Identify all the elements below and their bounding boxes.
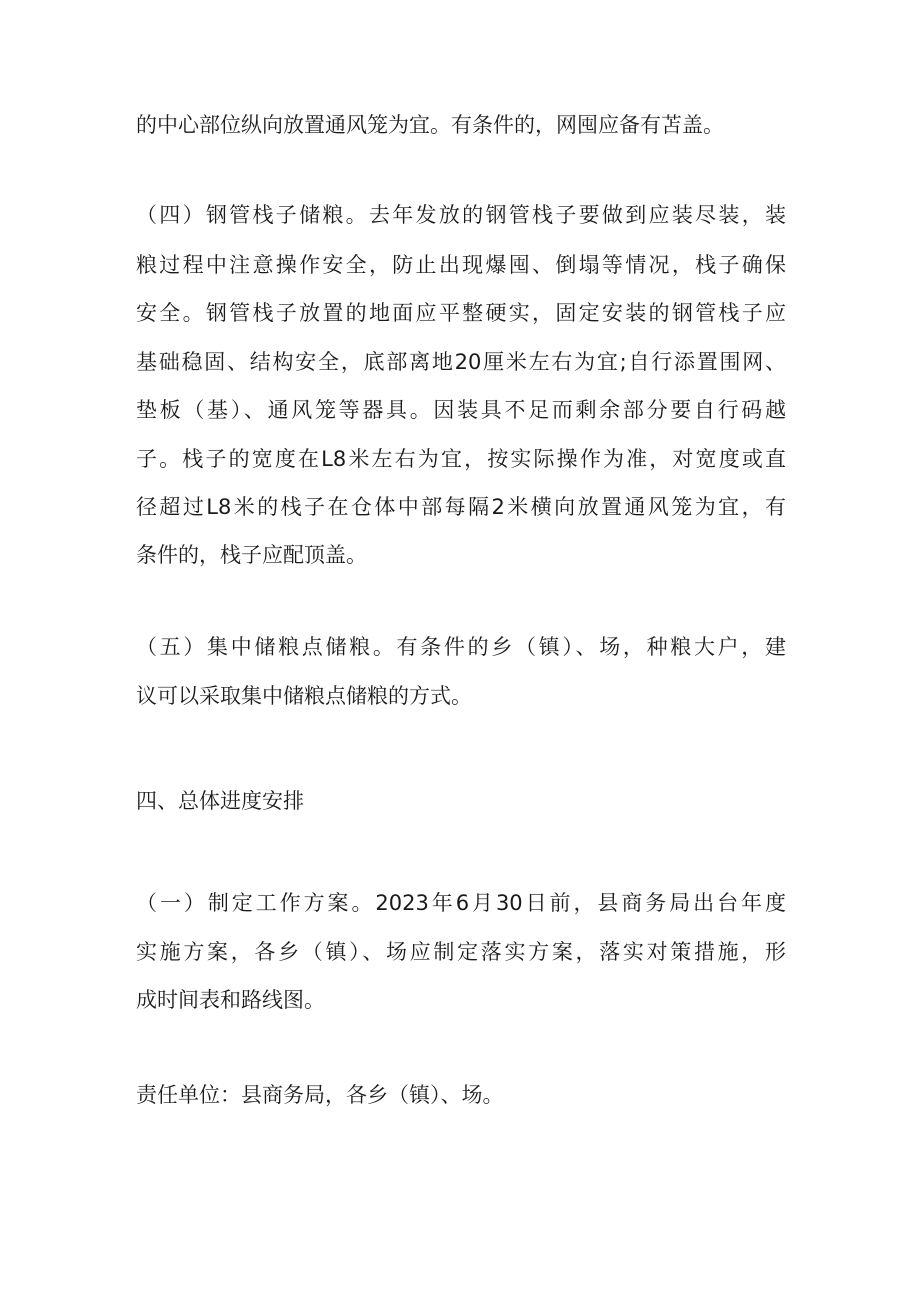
paragraph-line: 粮过程中注意操作安全，防止出现爆囤、倒塌等情况，栈子确保 bbox=[136, 253, 786, 277]
paragraph-line: 垫板（基）、通风笼等器具。因装具不足而剩余部分要自行码越 bbox=[136, 398, 786, 422]
paragraph-line: 安全。钢管栈子放置的地面应平整硬实，固定安装的钢管栈子应 bbox=[136, 301, 786, 325]
paragraph-line: 基础稳固、结构安全，底部离地20厘米左右为宜;自行添置围网、 bbox=[136, 350, 786, 374]
paragraph-line: 实施方案，各乡（镇）、场应制定落实方案，落实对策措施，形 bbox=[136, 940, 786, 964]
paragraph-line: 议可以采取集中储粮点储粮的方式。 bbox=[136, 684, 472, 708]
paragraph-line: 条件的，栈子应配顶盖。 bbox=[136, 543, 367, 567]
paragraph-line-subsection-1-heading: （一）制定工作方案。2023年6月30日前，县商务局出台年度 bbox=[136, 891, 786, 915]
responsible-unit-line: 责任单位：县商务局，各乡（镇）、场。 bbox=[136, 1083, 504, 1107]
section-heading: 四、总体进度安排 bbox=[136, 789, 304, 813]
paragraph-line-section-4-heading: （四）钢管栈子储粮。去年发放的钢管栈子要做到应装尽装，装 bbox=[136, 203, 786, 227]
paragraph-line: 成时间表和路线图。 bbox=[136, 988, 325, 1012]
paragraph-line-section-5-heading: （五）集中储粮点储粮。有条件的乡（镇）、场，种粮大户，建 bbox=[136, 635, 786, 659]
paragraph-line-continuation: 的中心部位纵向放置通风笼为宜。有条件的，网囤应备有苫盖。 bbox=[136, 113, 724, 137]
paragraph-line: 径超过L8米的栈子在仓体中部每隔2米横向放置通风笼为宜，有 bbox=[136, 495, 786, 519]
paragraph-line: 子。栈子的宽度在L8米左右为宜，按实际操作为准，对宽度或直 bbox=[136, 447, 786, 471]
